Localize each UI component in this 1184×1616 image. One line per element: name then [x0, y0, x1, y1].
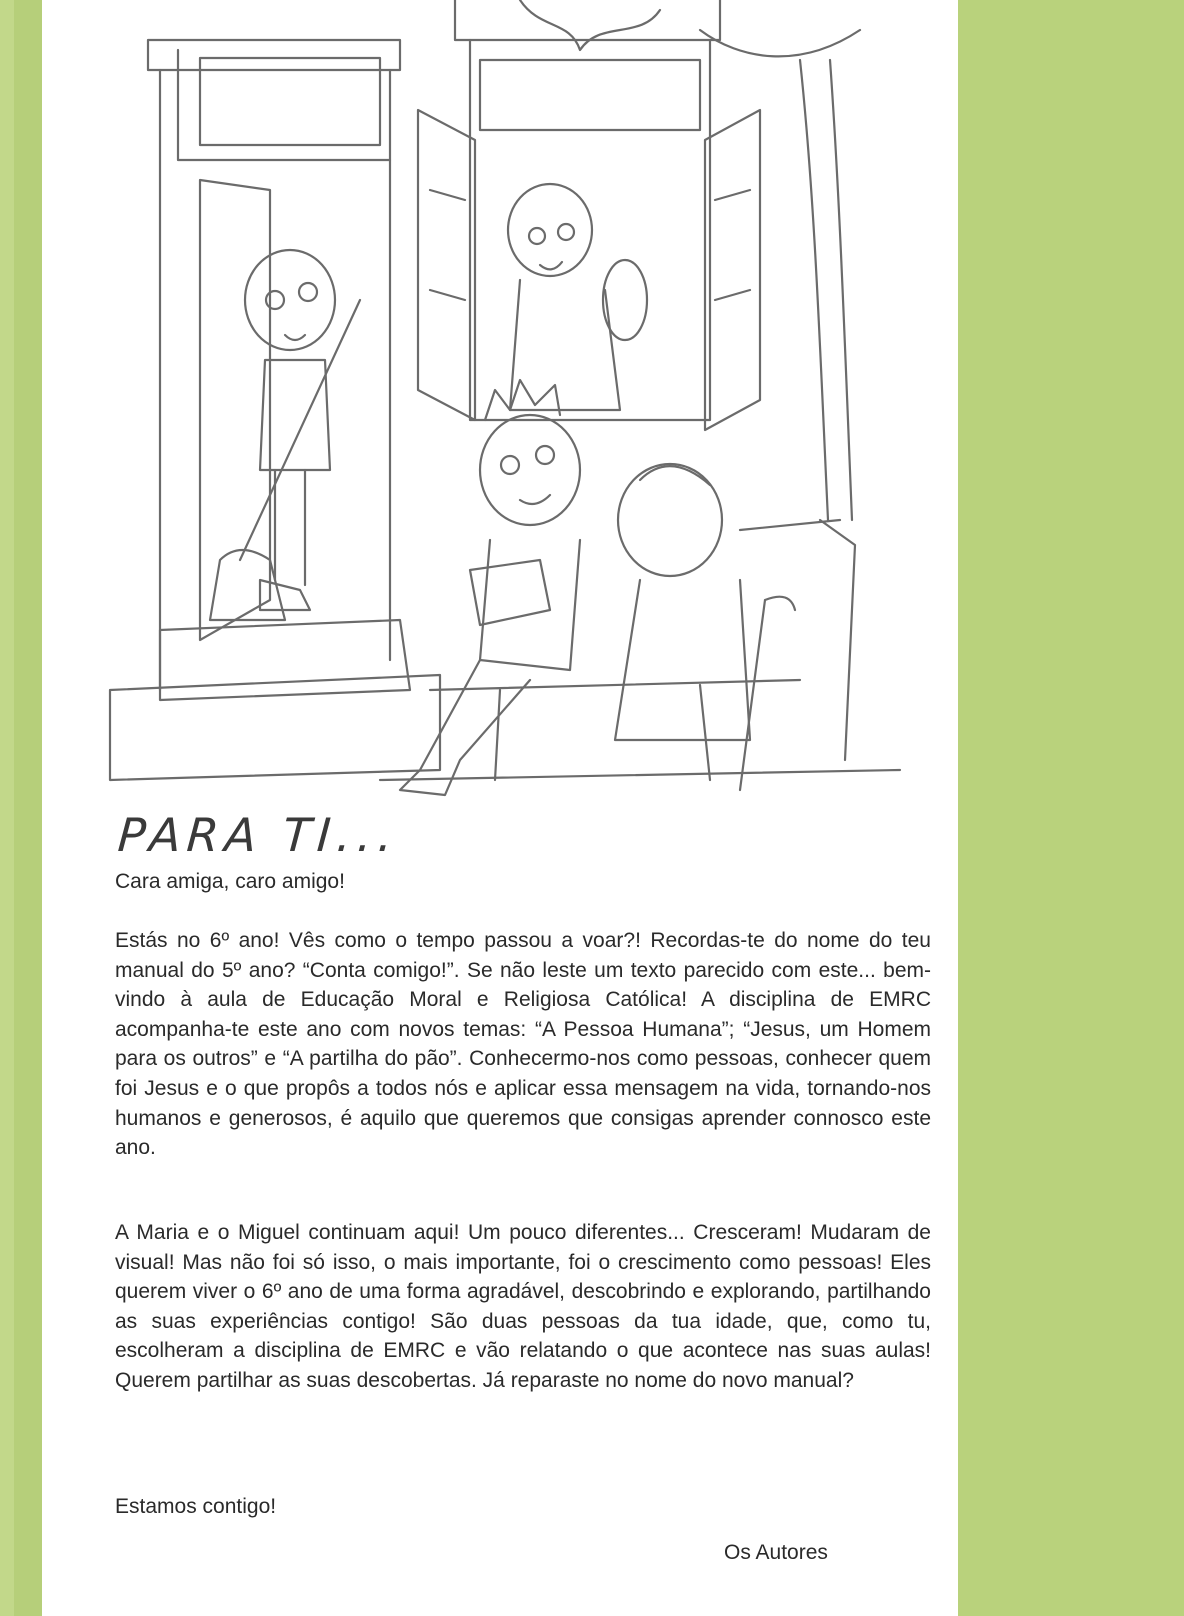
boy-reading-drawing	[400, 380, 580, 795]
old-woman-drawing	[615, 464, 855, 790]
left-green-band-edge	[0, 0, 14, 1616]
closing-text: Estamos contigo!	[115, 1495, 277, 1518]
paragraph-intro: Estás no 6º ano! Vês como o tempo passou a voar?! Recordas-te do nome do teu manual do 5º ano? “Conta comigo!”. Se não leste um texto parecido com este... bem-vindo à aula de Educação Moral e Religiosa Católica! A disciplina de EMRC acompanha-te este ano com novos temas: “A Pessoa Humana”; “Jesus, um Homem para os outros” e “A partilha do pão”. Conhecermo-nos como pessoas, conhecer quem foi Jesus e o que propôs a todos nós e aplicar essa mensagem na vida, tornando-nos humanos e generosos, é aquilo que queremos que consigas aprender connosco este ano.	[115, 929, 931, 1160]
greeting-text: Cara amiga, caro amigo!	[115, 870, 345, 893]
page-heading: PARA TI...	[116, 808, 401, 862]
paragraph-characters: A Maria e o Miguel continuam aqui! Um pouco diferentes... Cresceram! Mudaram de visual! Mas não foi só isso, o mais importante, foi o crescimento como pessoas! Eles querem viver o 6º ano de uma forma agradável, descobrindo e explorando, partilhando as suas experiências contigo! São duas pessoas da tua idade, que, como tu, escolheram a disciplina de EMRC e vão relatando o que acontece nas suas aulas! Querem partilhar as suas descobertas. Já reparaste no nome do novo manual?	[115, 1221, 931, 1392]
tree-drawing	[520, 0, 860, 520]
signature-text: Os Autores	[724, 1541, 828, 1564]
girl-window-drawing	[508, 184, 647, 410]
girl-sweeping-drawing	[210, 250, 360, 620]
cartoon-illustration	[100, 0, 920, 870]
door-drawing	[110, 40, 440, 780]
right-green-band	[958, 0, 1184, 1616]
